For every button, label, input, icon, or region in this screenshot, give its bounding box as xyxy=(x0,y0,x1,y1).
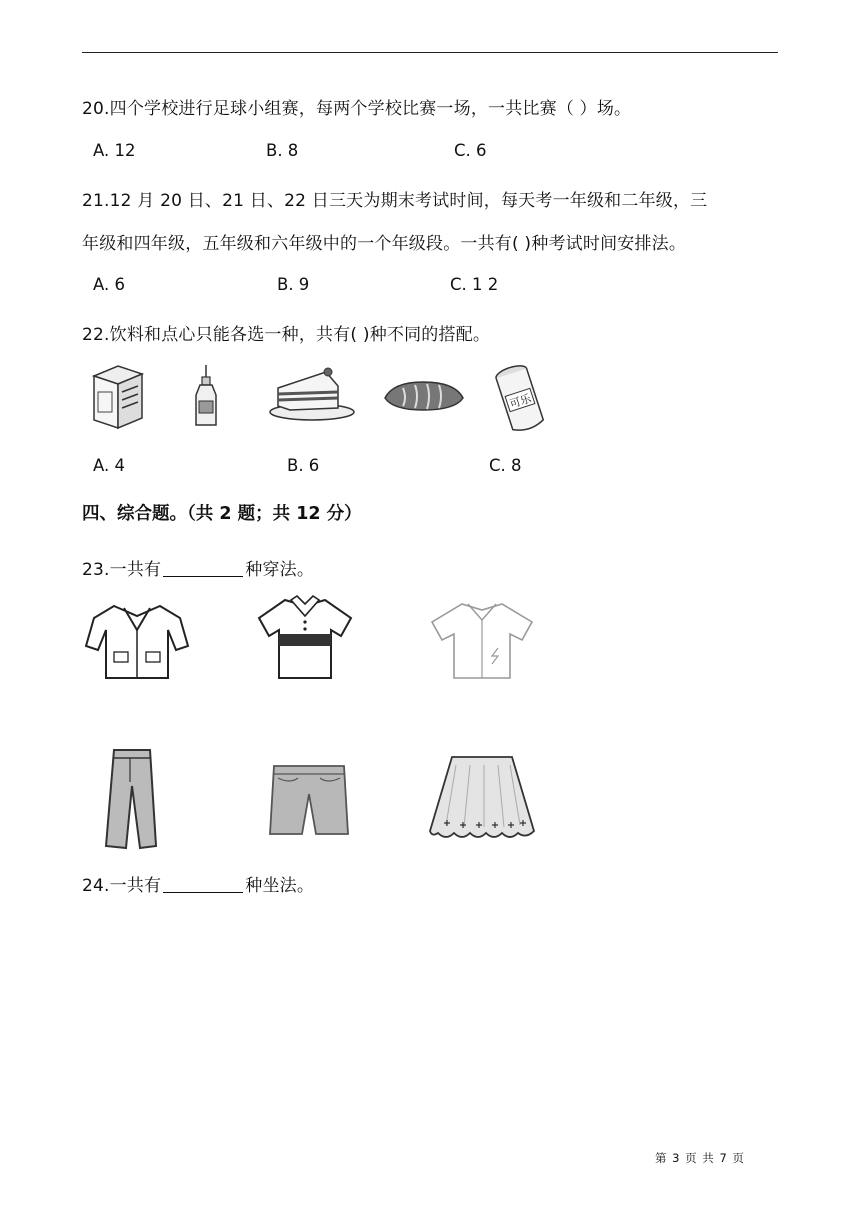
q23-answer-blank[interactable] xyxy=(163,575,243,577)
question-21-line1: 21.12 月 20 日、21 日、22 日三天为期末考试时间，每天考一年级和二年级，三 xyxy=(82,191,708,211)
shorts-icon xyxy=(268,762,350,838)
q23-suffix: 种穿法。 xyxy=(245,560,315,580)
q21-option-b: B. 9 xyxy=(277,275,310,294)
skirt-icon xyxy=(426,753,538,845)
q21-option-c: C. 1 2 xyxy=(450,275,499,294)
question-21-line2: 年级和四年级，五年级和六年级中的一个年级段。一共有( )种考试时间安排法。 xyxy=(82,234,687,254)
q24-answer-blank[interactable] xyxy=(163,891,243,893)
q22-option-c: C. 8 xyxy=(489,456,522,475)
q24-prefix: 24.一共有 xyxy=(82,876,162,896)
q22-option-a: A. 4 xyxy=(93,456,125,475)
q20-option-c: C. 6 xyxy=(454,141,487,160)
q20-option-b: B. 8 xyxy=(266,141,299,160)
question-23 xyxy=(82,555,314,580)
blouse-icon xyxy=(428,598,536,682)
q21-option-a: A. 6 xyxy=(93,275,125,294)
jacket-icon xyxy=(84,600,190,682)
question-20: 20.四个学校进行足球小组赛，每两个学校比赛一场，一共比赛（ ）场。 xyxy=(82,99,632,119)
header-rule xyxy=(82,52,778,53)
polo-shirt-icon xyxy=(255,592,355,682)
cola-label: 可乐 xyxy=(507,391,533,412)
milk-carton-icon xyxy=(88,362,148,432)
q24-suffix: 种坐法。 xyxy=(245,876,315,896)
question-22: 22.饮料和点心只能各选一种，共有( )种不同的搭配。 xyxy=(82,325,491,345)
q22-option-b: B. 6 xyxy=(287,456,320,475)
q23-prefix: 23.一共有 xyxy=(82,560,162,580)
bread-icon xyxy=(383,378,465,414)
section-4-title: 四、综合题。（共 2 题；共 12 分） xyxy=(82,504,362,524)
trousers-icon xyxy=(98,746,164,850)
cake-icon xyxy=(268,366,358,422)
question-24 xyxy=(82,871,314,896)
q20-option-a: A. 12 xyxy=(93,141,136,160)
page-footer: 第 3 页 共 7 页 xyxy=(655,1151,745,1165)
cola-can-icon xyxy=(492,362,548,438)
small-bottle-icon xyxy=(192,363,220,429)
